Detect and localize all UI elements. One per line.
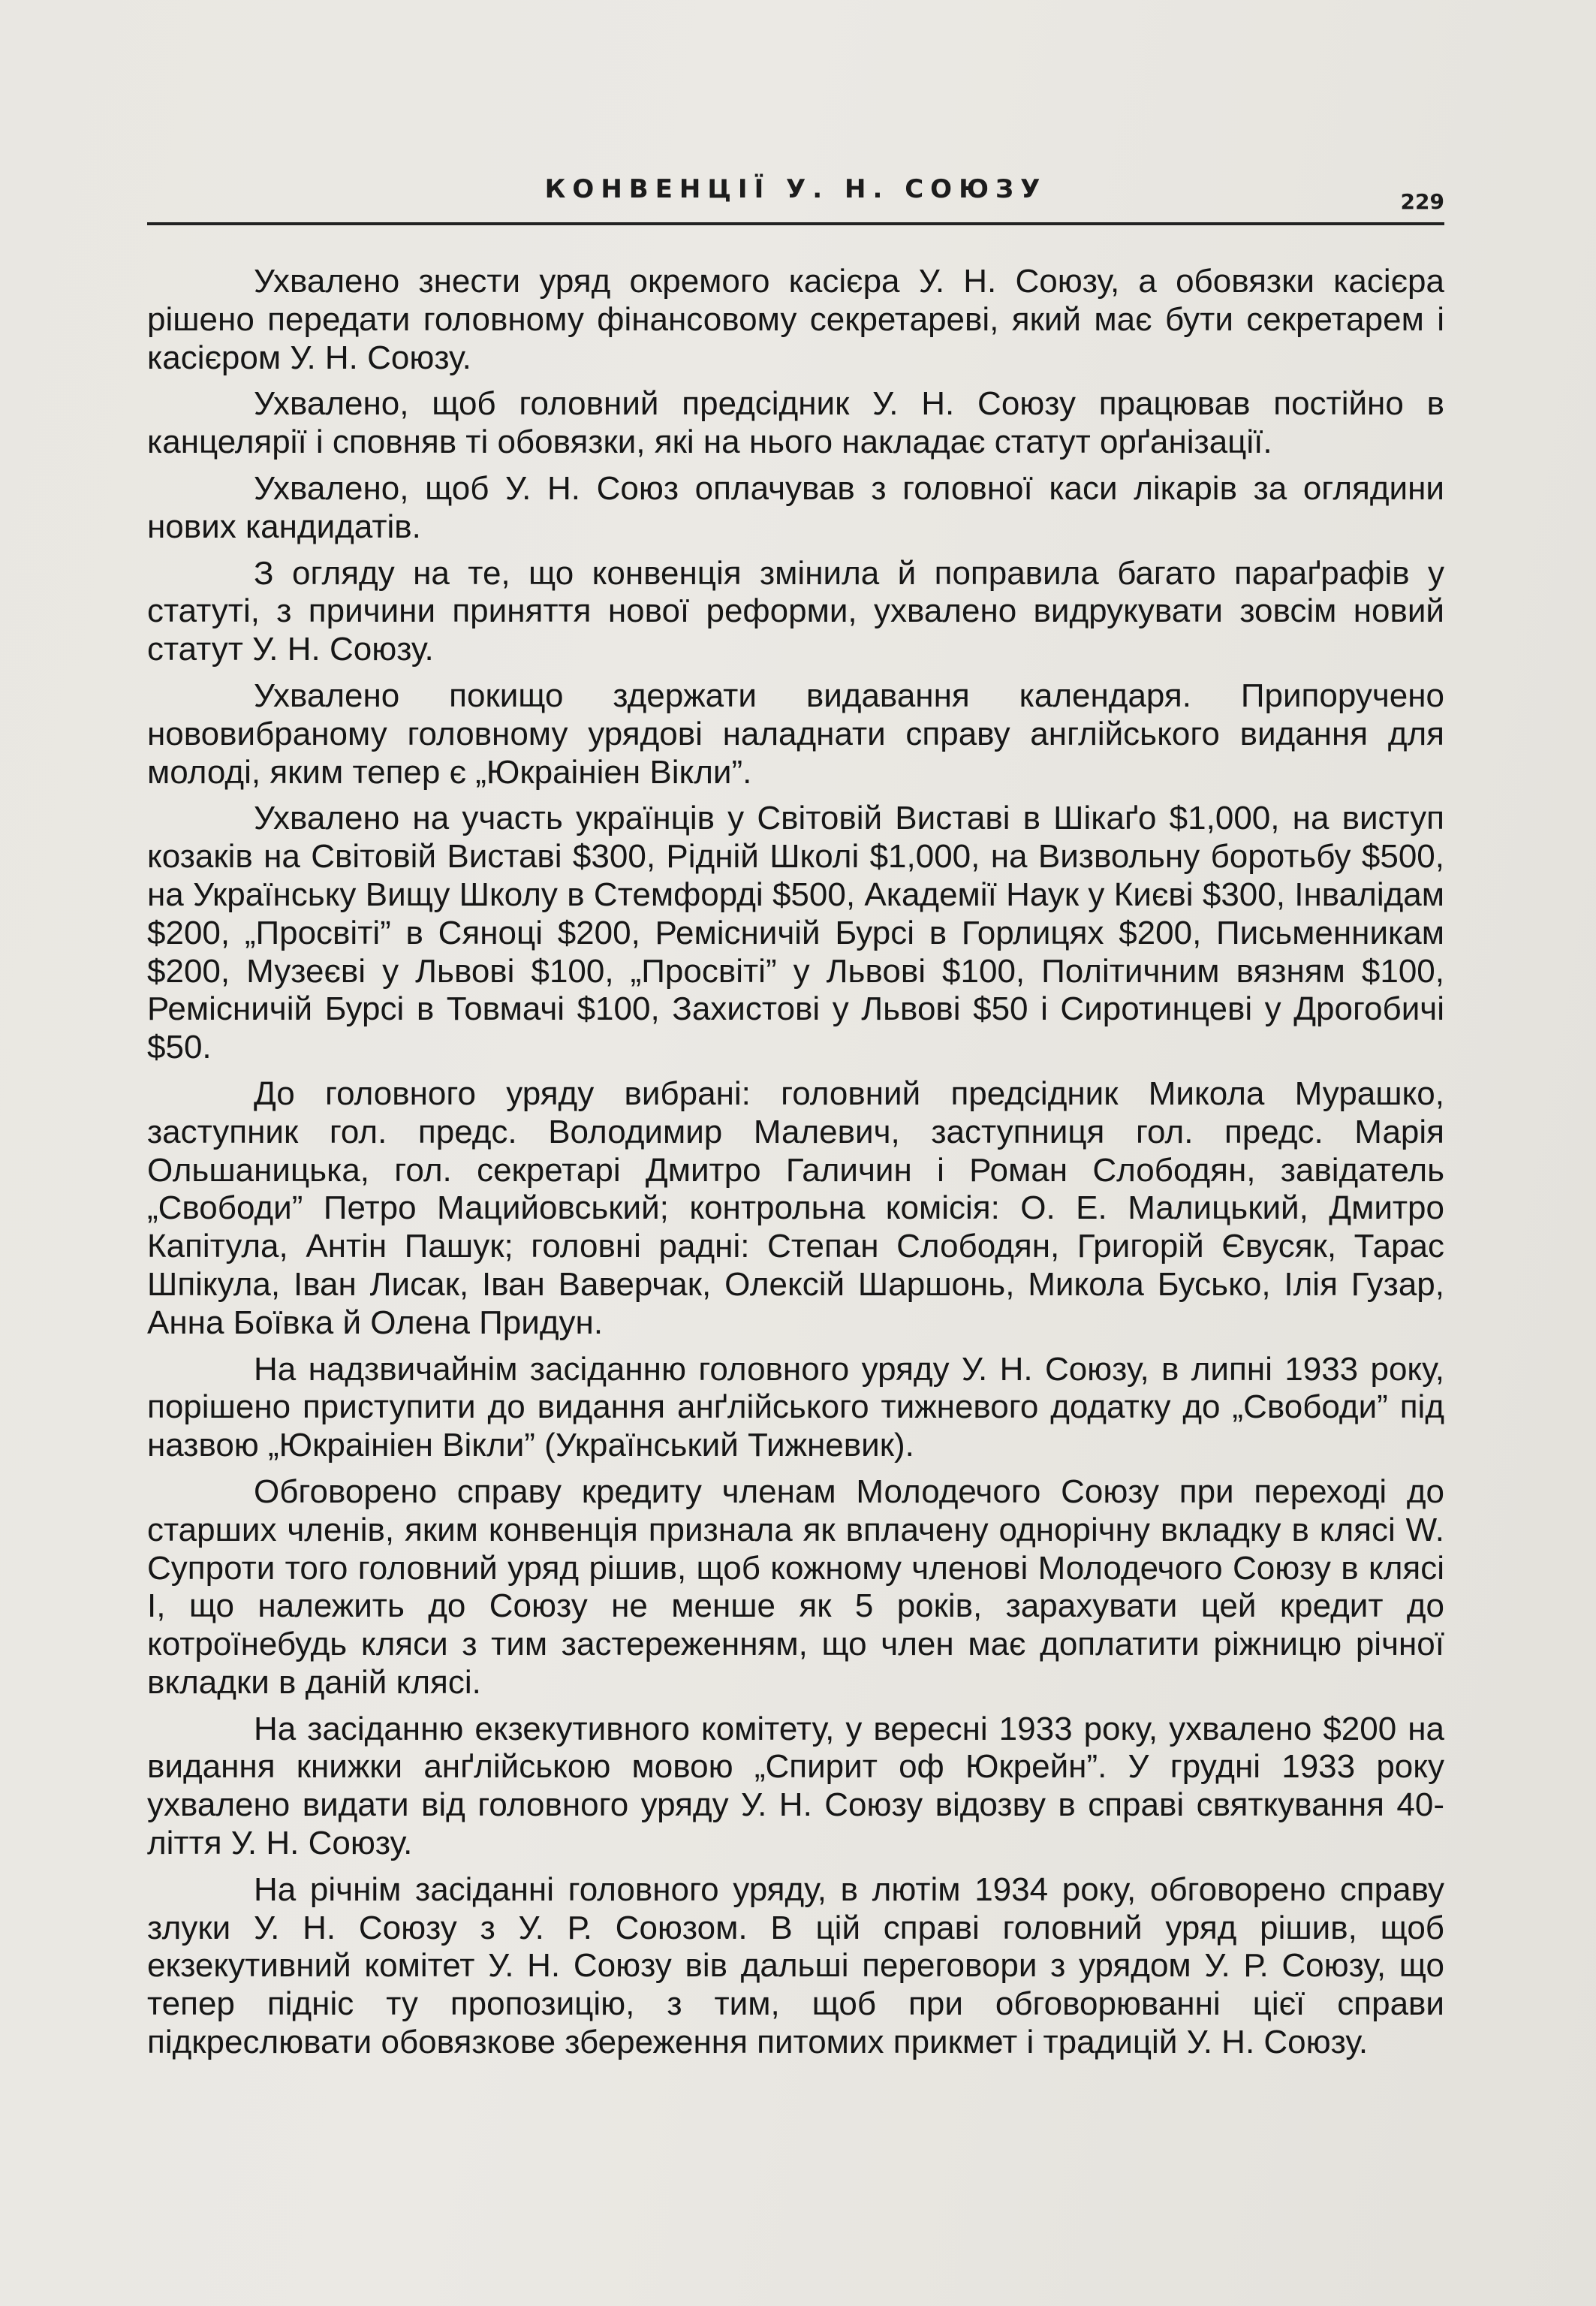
page-number: 229: [1400, 189, 1444, 214]
paragraph: Ухвалено, щоб У. Н. Союз оплачував з головної каси лікарів за оглядини нових кандидатів.: [147, 469, 1444, 545]
paragraph: Ухвалено, щоб головний предсідник У. Н. Союзу працював постійно в канцелярії і сповняв ті обовязки, які на нього накладає статут орґанізації.: [147, 385, 1444, 461]
paragraph: На надзвичайнім засіданню головного уряду У. Н. Союзу, в липні 1933 року, порішено приступити до видання анґлійського тижневого додатку до „Свободи” під назвою „Юкраініен Вікли” (Український Тижневик).: [147, 1350, 1444, 1464]
paragraph: До головного уряду вибрані: головний предсідник Микола Мурашко, заступник гол. предс. Володимир Малевич, заступниця гол. предс. Марія Ольшаницька, гол. секретарі Дмитро Галичин і Роман Слободян, завідатель „Свободи” Петро Мацийовський; контрольна комісія: О. Е. Малицький, Дмитро Капітула, Антін Пашук; головні радні: Степан Слободян, Григорій Євусяк, Тарас Шпікула, Іван Лисак, Іван Ваверчак, Олексій Шаршонь, Микола Бусько, Ілія Гузар, Анна Боївка й Олена Придун.: [147, 1075, 1444, 1341]
header-rule: [147, 222, 1444, 225]
paragraph: З огляду на те, що конвенція змінила й поправила багато параґрафів у статуті, з причини приняття нової реформи, ухвалено видрукувати зовсім новий статут У. Н. Союзу.: [147, 554, 1444, 668]
paragraph: Ухвалено на участь українців у Світовій Виставі в Шікаґо $1,000, на виступ козаків на Світовій Виставі $300, Рідній Школі $1,000, на Визвольну боротьбу $500, на Українську Вищу Школу в Стемфорді $500, Академії Наук у Києві $300, Інвалідам $200, „Просвіті” в Сяноці $200, Ремісничій Бурсі в Горлицях $200, Письменникам $200, Музеєві у Львові $100, „Просвіті” у Львові $100, Політичним вязням $100, Ремісничій Бурсі в Товмачі $100, Захистові у Львові $50 і Сиротинцеві у Дрогобичі $50.: [147, 800, 1444, 1066]
paragraph: Ухвалено покищо здержати видавання календаря. Припоручено нововибраному головному урядові наладнати справу англійського видання для молоді, яким тепер є „Юкраініен Вікли”.: [147, 677, 1444, 791]
running-header: [147, 174, 1444, 219]
paragraph: Обговорено справу кредиту членам Молодечого Союзу при переході до старших членів, яким конвенція признала як вплачену однорічну вкладку в клясі W. Супроти того головний уряд рішив, щоб кожному членові Молодечого Союзу в клясі І, що належить до Союзу не менше як 5 років, зарахувати цей кредит до котроїнебудь кляси з тим застереженням, що член має доплатити ріжницю річної вкладки в даній клясі.: [147, 1473, 1444, 1701]
paragraph: На засіданню екзекутивного комітету, у вересні 1933 року, ухвалено $200 на видання книжки анґлійською мовою „Спирит оф Юкрейн”. У грудні 1933 року ухвалено видати від головного уряду У. Н. Союзу відозву в справі святкування 40-ліття У. Н. Союзу.: [147, 1710, 1444, 1862]
paragraph: На річнім засіданні головного уряду, в лютім 1934 року, обговорено справу злуки У. Н. Союзу з У. Р. Союзом. В цій справі головний уряд рішив, щоб екзекутивний комітет У. Н. Союзу вів дальші переговори з урядом У. Р. Союзу, що тепер підніс ту пропозицію, з тим, щоб при обговорюванні цієї справи підкреслювати обовязкове збереження питомих прикмет і традицій У. Н. Союзу.: [147, 1870, 1444, 2061]
body-text: [147, 263, 1444, 2070]
running-title: КОНВЕНЦІЇ У. Н. СОЮЗУ: [544, 174, 1047, 204]
paragraph: Ухвалено знести уряд окремого касієра У. Н. Союзу, а обовязки касієра рішено передати головному фінансовому секретареві, який має бути секретарем і касієром У. Н. Союзу.: [147, 263, 1444, 376]
